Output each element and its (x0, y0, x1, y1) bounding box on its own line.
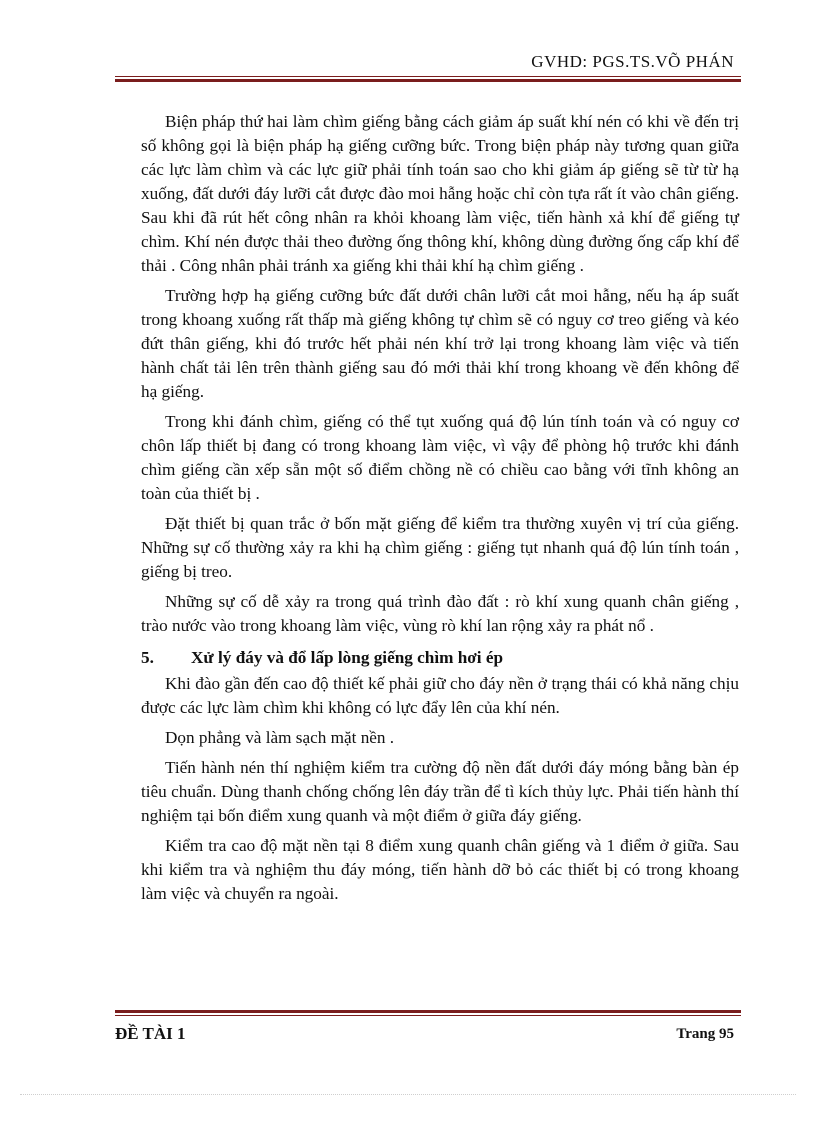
paragraph: Tiến hành nén thí nghiệm kiểm tra cường độ nền đất dưới đáy móng bằng bàn ép tiêu chuẩn. Dùng thanh chống chống lên đáy trần để tì kích thủy lực. Phải tiến hành thí nghiệm tại bốn điểm xung quanh và một điểm ở giữa đáy giếng. (141, 758, 739, 825)
page-header: GVHD: PGS.TS.VÕ PHÁN (531, 52, 734, 71)
paragraph: Trường hợp hạ giếng cưỡng bức đất dưới chân lưỡi cắt moi hẫng, nếu hạ áp suất trong khoang xuống rất thấp mà giếng không tự chìm sẽ có nguy cơ treo giếng và kéo đứt thân giếng, khi đó trước hết phải nén khí trở lại trong khoang làm việc và tiến hành chất tải lên trên thành giếng sau đó mới thải khí trong khoang về đến không để hạ giếng. (141, 286, 739, 401)
footer-rule (115, 1010, 741, 1016)
header-rule (115, 76, 741, 82)
footer-topic: ĐỀ TÀI 1 (115, 1024, 186, 1043)
page-bottom-divider (20, 1094, 796, 1095)
paragraph: Những sự cố dễ xảy ra trong quá trình đào đất : rò khí xung quanh chân giếng , trào nước vào trong khoang làm việc, vùng rò khí lan rộng xảy ra phát nổ . (141, 592, 739, 635)
paragraph: Kiểm tra cao độ mặt nền tại 8 điểm xung quanh chân giếng và 1 điểm ở giữa. Sau khi kiểm tra và nghiệm thu đáy móng, tiến hành dỡ bỏ các thiết bị có trong khoang làm việc và chuyển ra ngoài. (141, 836, 739, 903)
page-number: Trang 95 (676, 1026, 734, 1042)
section-number: 5. (141, 648, 154, 667)
paragraph: Biện pháp thứ hai làm chìm giếng bằng cách giảm áp suất khí nén có khi về đến trị số không gọi là biện pháp hạ giếng cưỡng bức. Trong biện pháp này tương quan giữa các lực làm chìm và các lực giữ phải tính toán sao cho khi giảm áp giếng sẽ từ từ hạ xuống, đất dưới đáy lưỡi cắt được đào moi hẫng hoặc chỉ còn tựa rất ít vào chân giếng. Sau khi đã rút hết công nhân ra khỏi khoang làm việc, tiến hành xả khí để giếng tự chìm. Khí nén được thải theo đường ống thông khí, không dùng đường ống cấp khí để thải . Công nhân phải tránh xa giếng khi thải khí hạ chìm giếng . (141, 112, 739, 275)
document-body (141, 110, 739, 912)
paragraph: Đặt thiết bị quan trắc ở bốn mặt giếng để kiểm tra thường xuyên vị trí của giếng. Những sự cố thường xảy ra khi hạ chìm giếng : giếng tụt nhanh quá độ lún tính toán , giếng bị treo. (141, 514, 739, 581)
section-heading (141, 646, 739, 670)
paragraph: Dọn phẳng và làm sạch mặt nền . (165, 728, 395, 747)
paragraph: Khi đào gần đến cao độ thiết kế phải giữ cho đáy nền ở trạng thái có khả năng chịu được các lực làm chìm khi không có lực đẩy lên của khí nén. (141, 674, 739, 717)
section-title: Xử lý đáy và đổ lấp lòng giếng chìm hơi ép (191, 648, 504, 667)
paragraph: Trong khi đánh chìm, giếng có thể tụt xuống quá độ lún tính toán và có nguy cơ chôn lấp thiết bị đang có trong khoang làm việc, vì vậy để phòng hộ trước khi đánh chìm giếng cần xếp sẵn một số điểm chồng nề có chiều cao bằng với tĩnh không an toàn của thiết bị . (141, 412, 739, 503)
